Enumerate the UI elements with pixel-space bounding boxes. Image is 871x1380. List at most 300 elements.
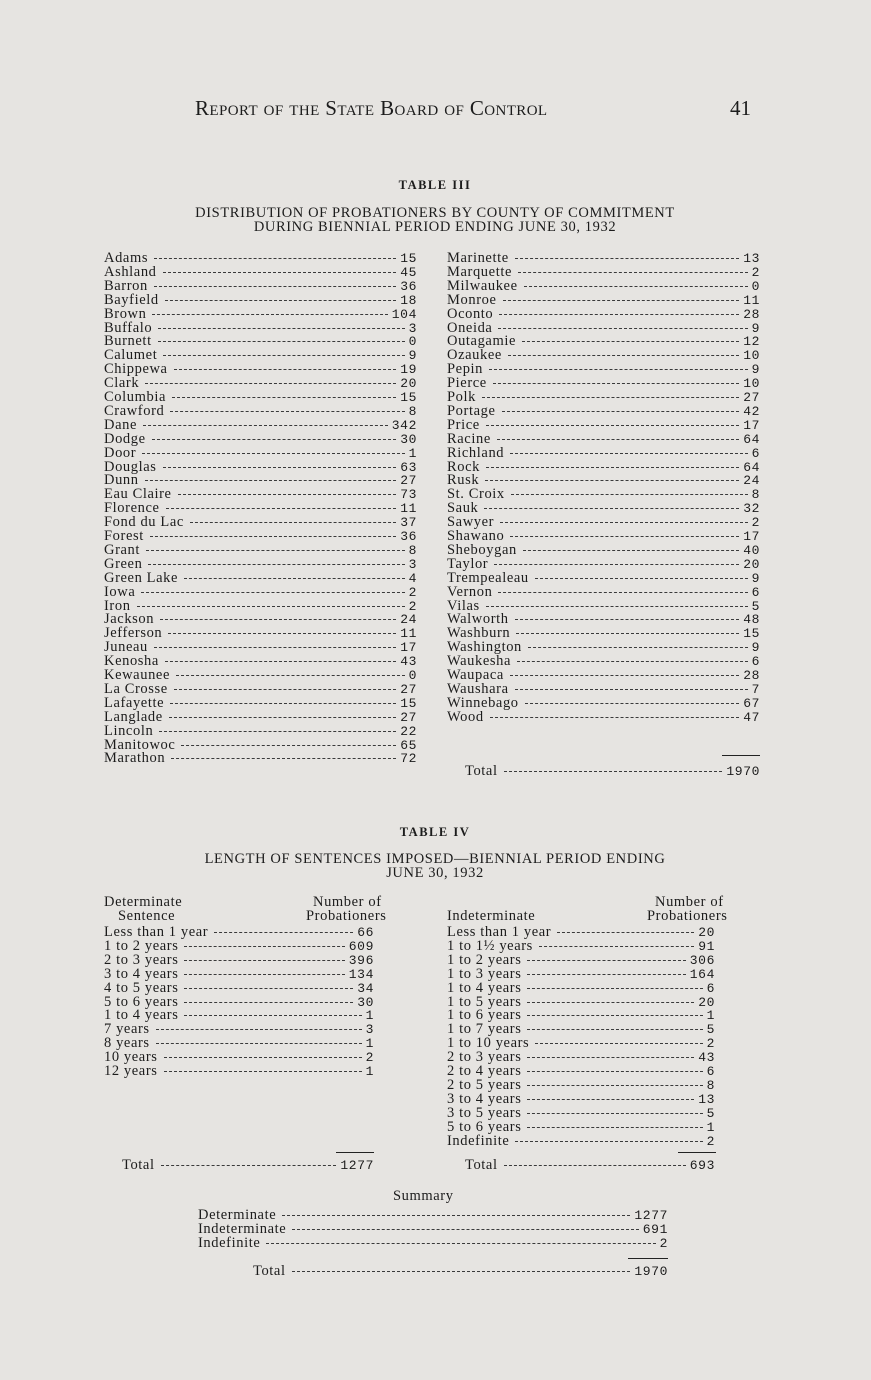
county-row-value: 7 [751, 681, 760, 697]
county-row-label: Green [104, 555, 143, 572]
county-row-value: 6 [751, 654, 760, 670]
leader-dots [486, 467, 739, 468]
summary-row-label: Indefinite [198, 1234, 261, 1251]
leader-dots [163, 355, 404, 356]
county-row [447, 293, 760, 307]
county-row-label: Kenosha [104, 653, 159, 670]
sentence-row-value: 20 [698, 925, 715, 940]
county-row-label: Waushara [447, 680, 509, 697]
sentence-row [447, 1036, 715, 1050]
county-row [447, 487, 760, 501]
leader-dots [515, 689, 748, 690]
leader-dots [181, 745, 396, 746]
sentence-row-value: 13 [698, 1091, 715, 1107]
county-row-label: Marinette [447, 250, 509, 266]
county-row-value: 11 [743, 292, 760, 308]
leader-dots [486, 425, 739, 426]
county-row-value: 72 [400, 751, 417, 767]
sentence-row-label: 1 to 6 years [447, 1007, 522, 1024]
county-row [104, 362, 417, 376]
leader-dots [527, 1015, 702, 1016]
sentence-row [447, 1078, 715, 1092]
leader-dots [527, 988, 702, 989]
leader-dots [292, 1229, 638, 1230]
sentence-row-value: 1 [365, 1064, 374, 1079]
leader-dots [494, 564, 739, 565]
county-row-label: Dane [104, 416, 137, 433]
county-row-label: Florence [104, 500, 160, 517]
sentence-row-label: 2 to 3 years [104, 951, 179, 968]
county-row [447, 473, 760, 487]
summary-total-rule [628, 1258, 668, 1259]
county-row-label: Buffalo [104, 319, 153, 336]
county-row-label: Juneau [104, 639, 148, 656]
leader-dots [160, 619, 396, 620]
leader-dots [164, 1057, 362, 1058]
county-row-label: Forest [104, 528, 144, 544]
county-row-label: Racine [447, 430, 491, 447]
county-row-value: 17 [743, 417, 760, 433]
county-row-value: 17 [400, 640, 417, 656]
leader-dots [266, 1243, 655, 1244]
leader-dots [171, 758, 396, 759]
leader-dots [515, 1141, 702, 1142]
county-row [104, 251, 417, 265]
county-row-value: 64 [743, 459, 760, 475]
county-row-label: Crawford [104, 402, 165, 419]
sentence-row [447, 981, 715, 995]
table-3-title: TABLE III [398, 178, 472, 192]
sentence-row-label: 12 years [104, 1063, 158, 1079]
table-3-total-row [465, 764, 760, 778]
leader-dots [527, 1057, 694, 1058]
leader-dots [169, 717, 396, 718]
leader-dots [190, 522, 396, 523]
county-row-value: 17 [743, 529, 760, 544]
leader-dots [141, 592, 404, 593]
county-row-value: 32 [743, 501, 760, 517]
table-4-caption-line-1: LENGTH OF SENTENCES IMPOSED—BIENNIAL PERIOD ENDING [204, 851, 666, 867]
county-row-value: 3 [408, 556, 417, 572]
county-row-value: 0 [408, 668, 417, 683]
leader-dots [535, 1043, 702, 1044]
county-row [104, 751, 417, 765]
leader-dots [150, 536, 396, 537]
leader-dots [516, 633, 739, 634]
county-row-value: 10 [743, 348, 760, 364]
leader-dots [508, 355, 739, 356]
summary-total-label: Total [253, 1263, 286, 1279]
sentence-row [447, 1106, 715, 1120]
leader-dots [527, 974, 685, 975]
county-row-value: 73 [400, 487, 417, 503]
sentence-row-value: 2 [365, 1050, 374, 1066]
county-row-value: 5 [751, 598, 760, 614]
sentence-row [447, 1134, 715, 1148]
leader-dots [163, 272, 397, 273]
sentence-row-label: 3 to 5 years [447, 1104, 522, 1121]
county-row-value: 20 [400, 376, 417, 392]
county-row-label: Green Lake [104, 569, 179, 586]
county-row [104, 487, 417, 501]
sentence-row-label: 3 to 4 years [104, 965, 179, 982]
county-row [447, 668, 760, 682]
county-row [104, 571, 417, 585]
county-row-label: Lincoln [104, 722, 154, 739]
sentence-row-value: 30 [357, 994, 374, 1010]
sentence-row-value: 1 [365, 1036, 374, 1052]
county-row-label: Trempealeau [447, 569, 529, 586]
county-row-value: 22 [400, 723, 417, 739]
summary-row [198, 1208, 668, 1222]
county-row [447, 404, 760, 418]
leader-dots [498, 328, 747, 329]
county-row-value: 15 [400, 390, 417, 405]
leader-dots [184, 988, 353, 989]
county-row-value: 36 [400, 529, 417, 544]
county-row-label: Eau Claire [104, 486, 172, 503]
county-row-label: Vilas [447, 597, 480, 614]
county-row [447, 446, 760, 460]
county-row-value: 40 [743, 542, 760, 558]
county-row-value: 24 [400, 612, 417, 628]
sentence-row-label: 3 to 4 years [447, 1090, 522, 1107]
county-row-value: 13 [743, 251, 760, 266]
leader-dots [158, 328, 404, 329]
county-row-value: 15 [743, 626, 760, 642]
leader-dots [170, 703, 396, 704]
county-row-value: 65 [400, 737, 417, 753]
leader-dots [184, 946, 344, 947]
sentence-row-value: 43 [698, 1050, 715, 1066]
county-row [447, 265, 760, 279]
leader-dots [484, 508, 739, 509]
table-4-caption-line-2: JUNE 30, 1932 [386, 865, 484, 881]
summary-row-value: 1277 [634, 1208, 668, 1223]
county-row-label: Iron [104, 597, 131, 614]
county-row-value: 104 [391, 306, 417, 322]
county-row-value: 11 [400, 501, 417, 517]
county-row-label: Oneida [447, 319, 493, 336]
leader-dots [510, 536, 739, 537]
county-row-value: 9 [408, 348, 417, 364]
county-row-label: Waupaca [447, 667, 504, 683]
county-row [447, 557, 760, 571]
county-row-label: Door [104, 444, 137, 461]
county-row-label: Dodge [104, 430, 146, 447]
county-row-label: Richland [447, 444, 505, 461]
county-row-label: Jefferson [104, 625, 163, 642]
leader-dots [504, 771, 723, 772]
leader-dots [511, 494, 748, 495]
county-row-label: Marathon [104, 750, 166, 767]
county-row [447, 418, 760, 432]
leader-dots [152, 314, 387, 315]
county-row-value: 27 [400, 681, 417, 697]
leader-dots [176, 675, 405, 676]
county-row-value: 27 [743, 390, 760, 405]
sentence-row [104, 939, 374, 953]
table-4-left-total-row [122, 1158, 374, 1172]
county-row-label: Bayfield [104, 291, 159, 308]
leader-dots [159, 731, 396, 732]
county-row-label: Burnett [104, 333, 152, 350]
sentence-row-value: 609 [348, 938, 374, 954]
sentence-row [104, 1050, 374, 1064]
county-row-label: Douglas [104, 458, 157, 475]
county-row-label: Barron [104, 277, 148, 294]
sentence-row-value: 5 [706, 1022, 715, 1038]
leader-dots [161, 1165, 337, 1166]
leader-dots [166, 508, 397, 509]
county-row [104, 557, 417, 571]
sentence-row [104, 981, 374, 995]
leader-dots [490, 717, 740, 718]
leader-dots [522, 341, 739, 342]
leader-dots [510, 675, 739, 676]
sentence-row-label: 1 to 5 years [447, 993, 522, 1010]
leader-dots [146, 550, 405, 551]
summary-row-label: Indeterminate [198, 1220, 287, 1237]
county-row-label: Oconto [447, 305, 494, 322]
leader-dots [515, 258, 739, 259]
county-row-value: 1 [408, 445, 417, 461]
county-row-label: Taylor [447, 555, 489, 572]
leader-dots [174, 689, 396, 690]
sentence-row-value: 396 [348, 952, 374, 968]
table-4-left-header-1: Determinate [104, 894, 183, 910]
sentence-row-label: 1 to 4 years [447, 979, 522, 996]
county-row-value: 8 [751, 487, 760, 503]
sentence-row-value: 1 [706, 1008, 715, 1024]
leader-dots [184, 578, 405, 579]
sentence-row-value: 134 [348, 966, 374, 982]
leader-dots [148, 564, 404, 565]
county-row [104, 585, 417, 599]
leader-dots [184, 960, 344, 961]
county-row-label: Ashland [104, 263, 157, 280]
leader-dots [518, 272, 748, 273]
sentence-row-label: 1 to 2 years [447, 951, 522, 968]
county-row [447, 612, 760, 626]
sentence-row-label: 1 to 2 years [104, 937, 179, 954]
leader-dots [174, 369, 397, 370]
leader-dots [493, 383, 739, 384]
county-row [447, 307, 760, 321]
sentence-row-value: 2 [706, 1133, 715, 1149]
county-row-label: Washburn [447, 625, 511, 642]
leader-dots [539, 946, 694, 947]
leader-dots [145, 480, 397, 481]
county-row-value: 24 [743, 473, 760, 489]
county-row [447, 710, 760, 724]
sentence-row-label: 4 to 5 years [104, 979, 179, 996]
leader-dots [184, 1002, 353, 1003]
leader-dots [154, 286, 396, 287]
county-row [447, 279, 760, 293]
county-row [104, 640, 417, 654]
table-3-total-label: Total [465, 763, 498, 779]
leader-dots [168, 633, 396, 634]
leader-dots [184, 974, 344, 975]
county-row [447, 515, 760, 529]
county-row-label: Manitowoc [104, 736, 176, 753]
county-row-label: Sauk [447, 500, 479, 517]
county-row [104, 473, 417, 487]
county-row-value: 2 [751, 264, 760, 280]
table-4-right-header: Indeterminate [447, 908, 536, 924]
leader-dots [145, 383, 396, 384]
county-row-label: Rock [447, 458, 481, 475]
county-row-label: Rusk [447, 472, 480, 489]
sentence-row-value: 2 [706, 1036, 715, 1052]
sentence-row [104, 1022, 374, 1036]
leader-dots [282, 1215, 630, 1216]
leader-dots [163, 467, 397, 468]
leader-dots [165, 661, 396, 662]
sentence-row [447, 939, 715, 953]
county-row [104, 612, 417, 626]
county-row-label: Ozaukee [447, 347, 502, 364]
county-row [104, 515, 417, 529]
leader-dots [178, 494, 397, 495]
summary-row-label: Determinate [198, 1207, 277, 1223]
leader-dots [154, 258, 396, 259]
table-4-left-header-2: Sentence [118, 908, 176, 924]
county-row [447, 432, 760, 446]
county-row [447, 501, 760, 515]
county-row [104, 376, 417, 390]
county-row-value: 15 [400, 695, 417, 711]
leader-dots [523, 550, 739, 551]
summary-row-value: 691 [642, 1221, 668, 1237]
leader-dots [527, 1002, 694, 1003]
county-row-value: 9 [751, 640, 760, 656]
sentence-row-label: 10 years [104, 1049, 158, 1066]
county-row [104, 696, 417, 710]
county-row-value: 47 [743, 709, 760, 725]
county-row [447, 585, 760, 599]
table-4-right-total-value: 693 [689, 1158, 715, 1173]
county-row-label: Kewaunee [104, 667, 170, 683]
sentence-row-label: Indefinite [447, 1132, 510, 1149]
county-row [104, 724, 417, 738]
county-row [447, 390, 760, 404]
table-4-right-total-row [465, 1158, 715, 1172]
table-4-left-number-header-2: Probationers [306, 908, 387, 924]
county-row-label: Portage [447, 402, 496, 419]
leader-dots [504, 1165, 686, 1166]
sentence-row [104, 925, 374, 939]
sentence-row-label: 1 to 4 years [104, 1007, 179, 1024]
county-row-label: Shawano [447, 528, 505, 544]
county-row-value: 6 [751, 445, 760, 461]
leader-dots [510, 453, 747, 454]
county-row [447, 599, 760, 613]
county-row-label: Vernon [447, 583, 493, 600]
county-row-value: 42 [743, 403, 760, 419]
county-row-value: 28 [743, 668, 760, 683]
county-row-value: 19 [400, 362, 417, 378]
leader-dots [527, 1127, 702, 1128]
county-row-label: Chippewa [104, 361, 168, 378]
summary-row-value: 2 [659, 1235, 668, 1251]
county-row-value: 45 [400, 264, 417, 280]
county-row-label: Jackson [104, 611, 155, 628]
leader-dots [527, 1029, 702, 1030]
county-row-value: 9 [751, 362, 760, 378]
county-row [104, 348, 417, 362]
leader-dots [158, 341, 405, 342]
table-4-left-number-header-1: Number of [313, 894, 382, 910]
county-row [104, 446, 417, 460]
sentence-row-value: 164 [689, 966, 715, 982]
county-row [104, 404, 417, 418]
summary-row [198, 1222, 668, 1236]
county-row-label: Sawyer [447, 514, 495, 531]
county-row [447, 348, 760, 362]
county-row [447, 654, 760, 668]
county-row-value: 2 [408, 598, 417, 614]
leader-dots [170, 411, 404, 412]
sentence-row-value: 5 [706, 1105, 715, 1121]
county-row-label: Marquette [447, 263, 512, 280]
sentence-row-label: 8 years [104, 1035, 150, 1052]
county-row [447, 334, 760, 348]
county-row-label: Wood [447, 708, 484, 725]
table-4-left-total-value: 1277 [340, 1158, 374, 1173]
sentence-row-value: 8 [706, 1077, 715, 1093]
county-row [104, 626, 417, 640]
county-row-value: 28 [743, 306, 760, 322]
county-row-label: Polk [447, 389, 476, 405]
county-row-value: 2 [408, 584, 417, 600]
table-3-total-rule [722, 755, 760, 756]
summary-total-value: 1970 [634, 1264, 668, 1279]
county-row-value: 43 [400, 654, 417, 670]
sentence-row [104, 1064, 374, 1078]
county-row [104, 543, 417, 557]
sentence-row [104, 967, 374, 981]
leader-dots [500, 522, 748, 523]
leader-dots [499, 314, 739, 315]
county-row [447, 529, 760, 543]
county-row-value: 0 [751, 278, 760, 294]
county-row-label: Pepin [447, 361, 484, 378]
leader-dots [498, 592, 747, 593]
county-row [447, 626, 760, 640]
county-row [447, 571, 760, 585]
county-row [104, 501, 417, 515]
county-row-value: 2 [751, 515, 760, 531]
leader-dots [485, 480, 739, 481]
sentence-row-value: 6 [706, 980, 715, 996]
county-row-label: Walworth [447, 611, 509, 628]
leader-dots [524, 286, 748, 287]
leader-dots [525, 703, 740, 704]
county-row-value: 18 [400, 292, 417, 308]
county-row-value: 67 [743, 695, 760, 711]
leader-dots [515, 619, 740, 620]
county-row-value: 15 [400, 251, 417, 266]
county-row-label: Iowa [104, 583, 136, 600]
county-row-label: Price [447, 416, 480, 433]
leader-dots [164, 1071, 362, 1072]
county-row [447, 543, 760, 557]
county-row-value: 3 [408, 320, 417, 336]
county-row-label: Brown [104, 305, 147, 322]
county-row-label: Milwaukee [447, 277, 518, 294]
